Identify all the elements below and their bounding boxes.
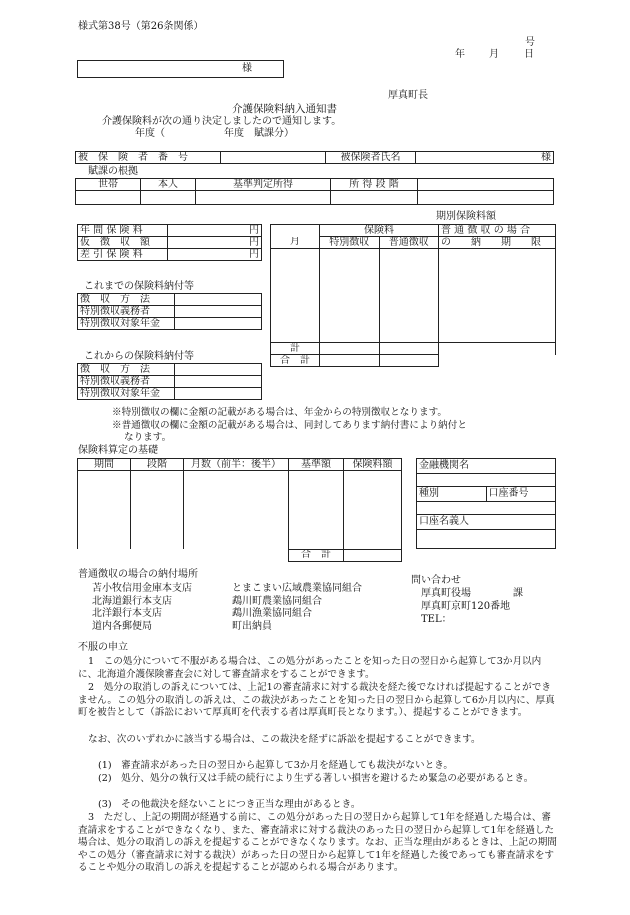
- future-title: これからの保険料納付等: [84, 351, 194, 362]
- place-item: 北洋銀行本支店: [92, 608, 162, 619]
- calc-col-months: 月数（前半：後半）: [184, 459, 289, 471]
- date-month-label: 月: [489, 49, 499, 60]
- schedule-col-deadline-1: 普 通 徴 収 の 場 合: [439, 225, 556, 237]
- bank-holder-label: 口座名義人: [417, 515, 556, 530]
- place-item: 道内各郵便局: [92, 620, 152, 632]
- place-item: 苫小牧信用金庫本支店: [92, 583, 192, 594]
- addressee-suffix: 様: [242, 63, 252, 74]
- basis-col-income: 基準判定所得: [196, 179, 331, 191]
- basis-table: [75, 178, 554, 205]
- fiscal-year-b: 年度 賦課分）: [224, 128, 294, 139]
- bank-institution-label: 金融機関名: [417, 459, 556, 474]
- calc-total: 合 計: [289, 549, 344, 561]
- appeal-item-3: (3) その他裁決を経ないことにつき正当な理由があるとき。: [98, 799, 361, 810]
- note-normal: ※普通徴収の欄に金額の記載がある場合は、同封してあります納付書により納付と: [112, 420, 467, 431]
- inquiry-address: 厚真町京町120番地: [421, 601, 511, 612]
- schedule-col-normal: 普通徴収: [379, 237, 439, 249]
- insured-number-value: [221, 152, 326, 164]
- appeal-para-2b: なお、次のいずれかに該当する場合は、この裁決を経ずに訴訟を提起することができます。: [88, 734, 481, 745]
- issuer: 厚真町長: [388, 90, 428, 101]
- inquiry-tel: TEL：: [421, 614, 452, 625]
- intro-text: 介護保険料が次の通り決定しましたので通知します。: [102, 116, 342, 127]
- past-pension-label: 特別徴収対象年金: [78, 318, 175, 330]
- schedule-col-premium: 保険料: [320, 225, 439, 237]
- schedule-col-special: 特別徴収: [320, 237, 380, 249]
- basis-col-self: 本人: [141, 179, 196, 191]
- place-item: 町出納員: [232, 620, 272, 632]
- insured-name-suffix: 様: [416, 152, 554, 164]
- annual-premium-label: 年 間 保 険 料: [78, 225, 168, 237]
- calc-col-stage: 段階: [131, 459, 184, 471]
- payment-places-col1: [92, 583, 192, 633]
- basis-col-stage: 所 得 段 階: [331, 179, 418, 191]
- inquiry-section: 課: [513, 588, 523, 599]
- date-day-label: 日: [524, 49, 534, 60]
- provisional-amount-label: 仮 徴 収 額: [78, 237, 168, 249]
- schedule-col-month: 月: [271, 237, 320, 249]
- note-special: ※特別徴収の欄に金額の記載がある場合は、年金からの特別徴収となります。: [112, 407, 448, 418]
- schedule-table: [270, 224, 556, 367]
- appeal-para-2: 2 処分の取消しの訴えについては、上記1の審査請求に対する裁決を経た後でなければ提起することができません。この処分の取消しの訴えは、この裁決があったことを知った日の翌日から起算して6か月以内に、厚真町を被告として（訴訟において厚真町を代表する者は厚真町長となります。）、提起することができます。: [78, 682, 555, 718]
- annual-premium-unit: 円: [168, 225, 262, 237]
- premium-table: [77, 224, 262, 261]
- schedule-col-deadline-2: の 納 期 限: [439, 237, 556, 249]
- future-table: [77, 363, 262, 400]
- basis-col-household: 世帯: [76, 179, 141, 191]
- basis-title: 賦課の根拠: [88, 166, 138, 177]
- insured-name-label: 被保険者氏名: [326, 152, 416, 164]
- future-pension-label: 特別徴収対象年金: [78, 388, 175, 400]
- appeal-title: 不服の申立: [78, 642, 128, 653]
- provisional-amount-unit: 円: [168, 237, 262, 249]
- inquiry-office: 厚真町役場: [421, 588, 471, 599]
- document-number-label: 号: [525, 37, 535, 48]
- past-obligor-label: 特別徴収義務者: [78, 306, 175, 318]
- period-title: 期別保険料額: [436, 211, 496, 222]
- date-year-label: 年: [455, 49, 465, 60]
- net-premium-label: 差 引 保 険 料: [78, 249, 168, 261]
- addressee-box: [77, 60, 284, 78]
- insured-number-label: 被 保 険 者 番 号: [76, 152, 221, 164]
- inquiry-title: 問い合わせ: [411, 575, 461, 586]
- place-item: 鵡川町農業協同組合: [232, 595, 322, 607]
- appeal-para-3: 3 ただし、上記の期間が経過する前に、この処分があった日の翌日から起算して1年を経過した場合は、審査請求をすることができなくなり、また、審査請求に対する裁決のあった日の翌日から起算して1年を経過した場合は、処分の取消しの訴えを提起することができなくなります。なお、正当な理由があるときは、上記の期間やこの処分（審査請求に対する裁決）があった日の翌日から起算して1年を経過した後であっても審査請求をすることや処分の取消しの訴えを提起することが認められる場合があります。: [78, 812, 557, 873]
- past-table: [77, 293, 262, 330]
- place-item: 鵡川漁業協同組合: [232, 608, 312, 619]
- calc-col-base: 基準額: [289, 459, 344, 471]
- future-obligor-label: 特別徴収義務者: [78, 376, 175, 388]
- payment-places-title: 普通徴収の場合の納付場所: [78, 569, 198, 580]
- calc-title: 保険料算定の基礎: [78, 445, 158, 456]
- net-premium-unit: 円: [168, 249, 262, 261]
- payment-places-col2: [232, 583, 362, 633]
- insured-table: [75, 151, 554, 164]
- note-normal-cont: なります。: [124, 432, 172, 443]
- past-title: これまでの保険料納付等: [84, 281, 194, 292]
- fiscal-year-a: 年度（: [135, 128, 165, 139]
- form-number: 様式第38号（第26条関係）: [78, 21, 204, 32]
- bank-table: [416, 458, 556, 549]
- schedule-total: 合 計: [271, 355, 320, 367]
- place-item: とまこまい広域農業協同組合: [232, 583, 362, 594]
- calc-col-period: 期間: [78, 459, 131, 471]
- appeal-para-1: 1 この処分について不服がある場合は、この処分があったことを知った日の翌日から起算して3か月以内に、北海道介護保険審査会に対して審査請求をすることができます。: [78, 656, 542, 680]
- bank-type-label: 種別: [417, 487, 487, 502]
- bank-account-label: 口座番号: [486, 487, 556, 502]
- appeal-item-1: (1) 審査請求があった日の翌日から起算して3か月を経過しても裁決がないとき。: [98, 760, 453, 771]
- place-item: 北海道銀行本支店: [92, 595, 172, 607]
- future-method-label: 徴 収 方 法: [78, 364, 175, 376]
- document-title: 介護保険料納入通知書: [232, 103, 337, 115]
- past-method-label: 徴 収 方 法: [78, 294, 175, 306]
- schedule-subtotal: 計: [271, 343, 320, 355]
- appeal-item-2: (2) 処分、処分の執行又は手続の続行により生ずる著しい損害を避けるため緊急の必要があるとき。: [98, 773, 534, 784]
- calc-col-premium: 保険料額: [344, 459, 402, 471]
- calc-table: [77, 458, 402, 562]
